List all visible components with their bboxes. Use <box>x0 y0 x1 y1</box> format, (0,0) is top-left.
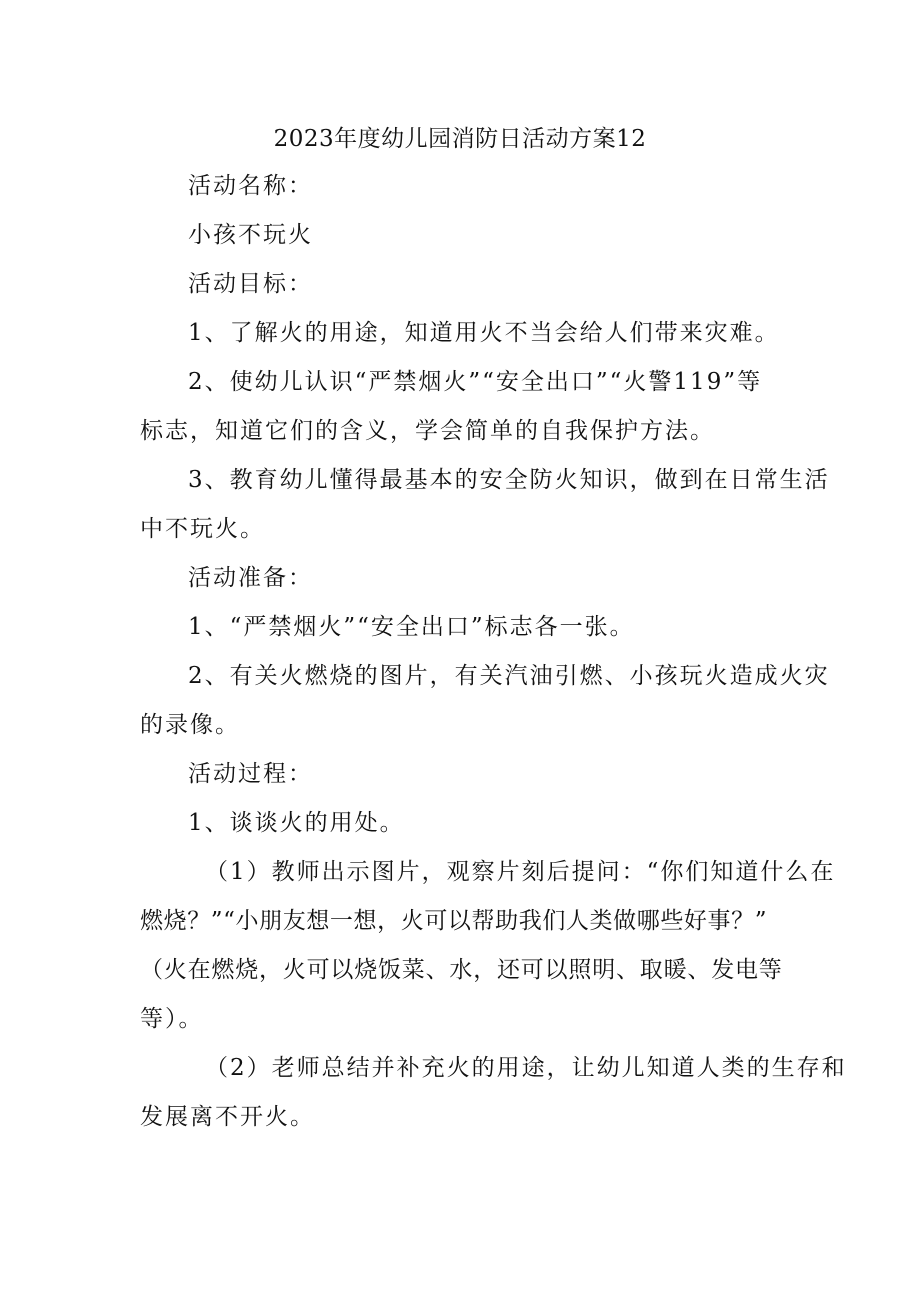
process-step-1-part-1-line-3: （火在燃烧，火可以烧饭菜、水，还可以照明、取暖、发电等 <box>140 957 783 983</box>
activity-name-text: 小孩不玩火 <box>188 222 313 248</box>
process-step-1-part-2-line-2: 发展离不开火。 <box>140 1104 315 1130</box>
preparation-item-2-line-1: 2、有关火燃烧的图片，有关汽油引燃、小孩玩火造成火灾 <box>188 663 830 689</box>
process-step-1-part-1-line-2: 燃烧？”“小朋友想一想，火可以帮助我们人类做哪些好事？” <box>140 908 768 934</box>
process-step-1: 1、谈谈火的用处。 <box>188 810 405 836</box>
section-heading-preparation: 活动准备： <box>188 565 313 591</box>
goal-item-3-line-1: 3、教育幼儿懂得最基本的安全防火知识，做到在日常生活 <box>188 467 830 493</box>
preparation-item-1: 1、“严禁烟火”“安全出口”标志各一张。 <box>188 614 635 640</box>
goal-item-2-line-1: 2、使幼儿认识“严禁烟火”“安全出口”“火警119”等 <box>188 369 763 395</box>
section-heading-process: 活动过程： <box>188 761 313 787</box>
preparation-item-2-line-2: 的录像。 <box>140 712 240 738</box>
process-step-1-part-1-line-1: （1）教师出示图片，观察片刻后提问：“你们知道什么在 <box>205 859 836 885</box>
process-step-1-part-1-line-4: 等）。 <box>140 1006 204 1032</box>
section-heading-activity-name: 活动名称： <box>188 173 313 199</box>
process-step-1-part-2-line-1: （2）老师总结并补充火的用途，让幼儿知道人类的生存和 <box>205 1055 847 1081</box>
goal-item-2-line-2: 标志，知道它们的含义，学会简单的自我保护方法。 <box>140 418 715 444</box>
goal-item-1: 1、了解火的用途，知道用火不当会给人们带来灾难。 <box>188 320 780 346</box>
goal-item-3-line-2: 中不玩火。 <box>140 516 265 542</box>
section-heading-goals: 活动目标： <box>188 271 313 297</box>
document-title: 2023年度幼儿园消防日活动方案12 <box>273 126 647 152</box>
